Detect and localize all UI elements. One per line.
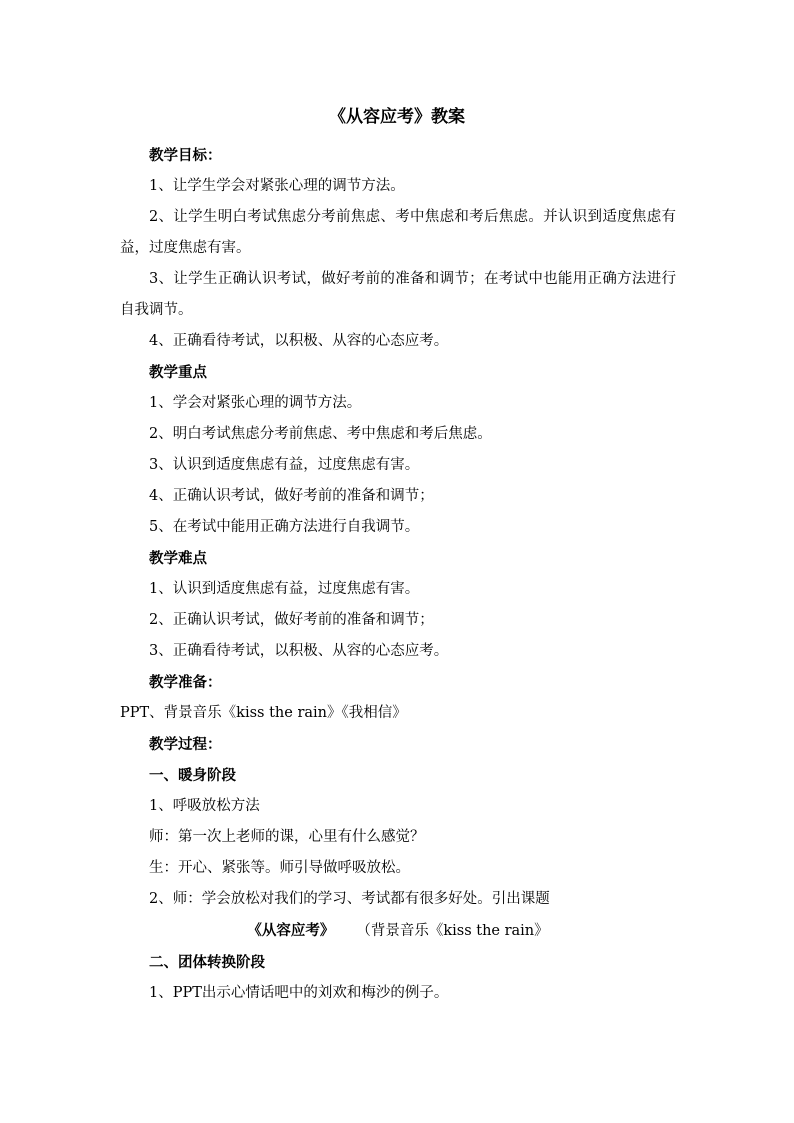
stage2-line: 1、PPT出示心情话吧中的刘欢和梅沙的例子。 [149, 985, 449, 1001]
topic-title: 《从容应考》 [247, 922, 335, 939]
stage1-line: 生：开心、紧张等。师引导做呼吸放松。 [149, 860, 410, 876]
goal-item: 3、让学生正确认识考试，做好考前的准备和调节；在考试中也能用正确方法进行自我调节。 [120, 271, 676, 318]
key-point-item: 2、明白考试焦虑分考前焦虑、考中焦虑和考后焦虑。 [149, 426, 492, 442]
key-point-item: 3、认识到适度焦虑有益，过度焦虑有害。 [149, 457, 420, 473]
stage1-line: 1、呼吸放松方法 [149, 798, 260, 814]
key-point-item: 4、正确认识考试，做好考前的准备和调节； [149, 488, 434, 504]
key-point-item: 5、在考试中能用正确方法进行自我调节。 [149, 519, 420, 535]
stage1-heading: 一、暖身阶段 [149, 767, 236, 784]
difficulty-item: 3、正确看待考试，以积极、从容的心态应考。 [149, 643, 449, 659]
preparation-heading: 教学准备： [149, 674, 222, 691]
stage1-line: 师：第一次上老师的课，心里有什么感觉？ [149, 829, 425, 845]
difficulties-heading: 教学难点 [149, 550, 207, 567]
preparation-text: PPT、背景音乐《kiss the rain》《我相信》 [120, 705, 407, 721]
goal-item: 4、正确看待考试，以积极、从容的心态应考。 [149, 333, 449, 349]
key-points-heading: 教学重点 [149, 364, 207, 381]
stage2-heading: 二、团体转换阶段 [149, 954, 265, 971]
topic-music: （背景音乐《kiss the rain》 [356, 923, 549, 939]
goal-item: 1、让学生学会对紧张心理的调节方法。 [149, 178, 405, 194]
topic-line [120, 915, 676, 947]
difficulty-item: 2、正确认识考试，做好考前的准备和调节； [149, 612, 434, 628]
difficulty-item: 1、认识到适度焦虑有益，过度焦虑有害。 [149, 581, 420, 597]
stage1-line: 2、师：学会放松对我们的学习、考试都有很多好处。引出课题 [149, 891, 550, 907]
goal-item: 2、让学生明白考试焦虑分考前焦虑、考中焦虑和考后焦虑。并认识到适度焦虑有益，过度焦虑有害。 [120, 209, 676, 256]
process-heading: 教学过程： [149, 736, 222, 753]
document-body [120, 140, 676, 1009]
goals-heading: 教学目标： [149, 147, 222, 164]
document-title: 《从容应考》教案 [329, 107, 465, 127]
key-point-item: 1、学会对紧张心理的调节方法。 [149, 395, 362, 411]
